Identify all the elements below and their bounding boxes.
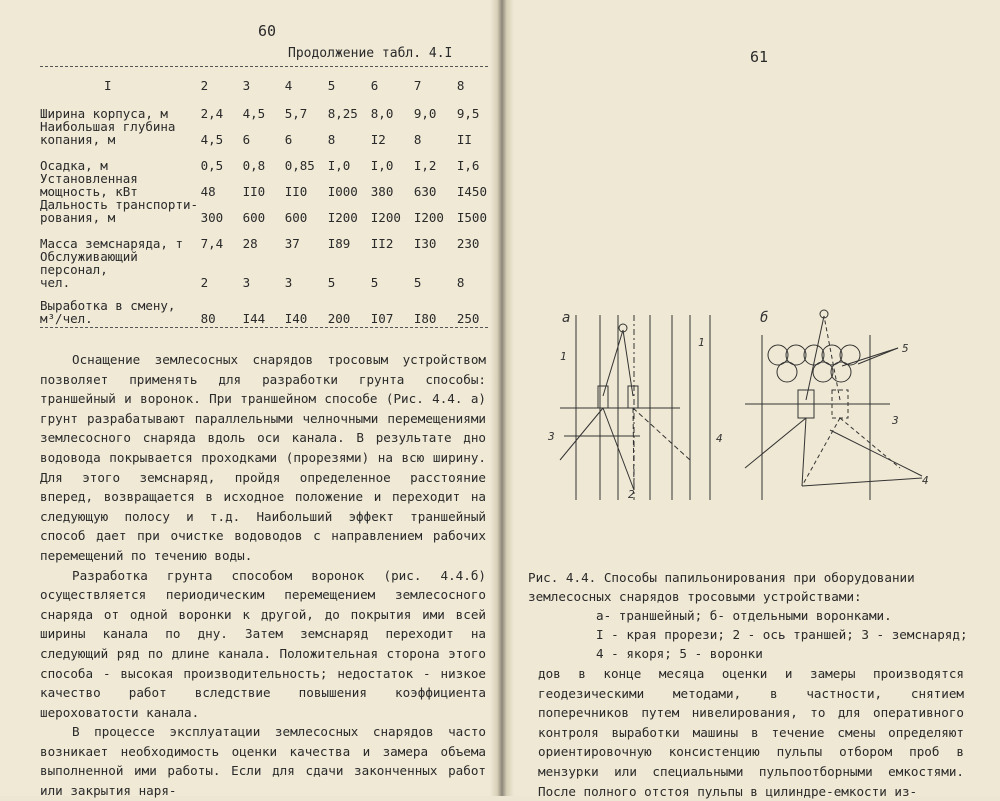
cable-line: [806, 316, 824, 400]
table-row: [40, 289, 500, 325]
figure-label-1: 1: [698, 336, 705, 349]
table-cell: II2: [370, 236, 394, 251]
figure-label-4: 4: [922, 474, 929, 487]
table-cell: I40: [284, 311, 308, 326]
figure-panel-a: [547, 310, 723, 501]
table-continuation-title: Продолжение табл. 4.I: [288, 46, 453, 61]
table-row: [40, 120, 500, 146]
table-cell: 8: [456, 275, 465, 290]
figure-4-4: [540, 300, 980, 510]
caption-line: I - края прорези; 2 - ось траншей; 3 - земснаряд;: [596, 627, 968, 642]
table-cell: 2,4: [200, 106, 224, 121]
table-cell: 0,85: [284, 158, 315, 173]
paragraph: Разработка грунта способом воронок (рис. 4.4.б) осуществляется периодическим перемещением землесосного снаряда от одной воронки к другой, до покрытия ими всей ширины канала по дну. Затем земснаряд переходит на следующий ряд по длине канала. Положительная сторона этого способа - высокая производительность; недостаток - низкое качество работ вследствие повышения коэффициента шероховатости канала.: [40, 567, 486, 720]
paragraph: Оснащение землесосных снарядов тросовым устройством позволяет применять для разработки грунта способы: траншейный и воронок. При траншейном способе (Рис. 4.4. а) грунт разрабатывают параллельными челночными перемещениями землесосного снаряда вдоль оси канала. В результате дно водовода покрывается проходками (прорезями) на всю ширину. Для этого земснаряд, пройдя определенное расстояние вперед, возвращается в исходное положение и переходит на следующую полосу и т.д. Наибольший эффект траншейный способ дает при очистке водоводов с направлением рабочих перемещений по течению воды.: [40, 352, 486, 563]
column-header: I: [104, 77, 112, 93]
table-cell: I44: [242, 311, 266, 326]
table-row: [40, 94, 500, 120]
table-cell: I,6: [456, 158, 480, 173]
body-text: [40, 350, 486, 801]
crater-circle: [831, 362, 851, 382]
figure-label-3: 3: [892, 414, 899, 427]
table-cell: 8,0: [370, 106, 394, 121]
table-cell: 300: [200, 210, 224, 225]
table-cell: 3: [284, 275, 293, 290]
figure-label-4: 4: [716, 432, 723, 445]
book-gutter: [490, 0, 514, 796]
row-label: Ширина корпуса, м: [40, 106, 168, 121]
table-row: [40, 224, 500, 250]
table-cell: I200: [327, 210, 358, 225]
figure-caption: [528, 568, 968, 663]
figure-label-2: 2: [628, 488, 635, 501]
table-cell: I500: [456, 210, 487, 225]
table-cell: I,2: [413, 158, 437, 173]
table-cell: I000: [327, 184, 358, 199]
cable-line: [824, 316, 840, 400]
table-cell: 0,5: [200, 158, 224, 173]
crater-circle: [813, 362, 833, 382]
cable-line: [603, 330, 623, 396]
paragraph: В процессе эксплуатации землесосных снарядов часто возникает необходимость оценки качества и замера объема выполненной ими работы. Если для сдачи законченных работ или закрытия наря-: [40, 724, 486, 799]
column-header: 2: [200, 77, 209, 93]
cable-line: [830, 430, 922, 476]
table-row: [40, 198, 500, 224]
column-header: 8: [456, 77, 465, 93]
row-label: Обслуживающий персонал, чел.: [40, 249, 138, 290]
column-header: 6: [370, 77, 379, 93]
figure-label-5: 5: [902, 342, 909, 355]
figure-label-3: 3: [548, 430, 555, 443]
table-row: [40, 250, 500, 289]
cable-line: [802, 478, 922, 486]
table-cell: 6: [242, 132, 251, 147]
table-cell: 5: [413, 275, 422, 290]
crater-circle: [777, 362, 797, 382]
table-cell: 8: [413, 132, 422, 147]
table-row: [40, 146, 500, 172]
table-cell: 200: [327, 311, 351, 326]
table-cell: 5,7: [284, 106, 308, 121]
table-cell: I200: [413, 210, 444, 225]
row-label: Установленная мощность, кВт: [40, 171, 138, 199]
table-cell: 3: [242, 275, 251, 290]
table-bottom-rule: [40, 327, 488, 328]
table-cell: 4,5: [200, 132, 224, 147]
row-label: Масса земснаряда, т: [40, 236, 183, 251]
row-label: Наибольшая глубина копания, м: [40, 119, 176, 147]
page-number: 61: [750, 48, 769, 66]
table-top-rule: [40, 66, 488, 67]
column-header: 3: [242, 77, 251, 93]
table-cell: 28: [242, 236, 258, 251]
caption-title: Рис. 4.4. Способы папильонирования при оборудовании землесосных снарядов тросовыми устройствами:: [528, 570, 915, 604]
table-cell: 630: [413, 184, 437, 199]
table-cell: 2: [200, 275, 209, 290]
cable-line: [745, 418, 806, 468]
column-header: 5: [327, 77, 336, 93]
body-text: [538, 664, 964, 801]
table-cell: 5: [327, 275, 336, 290]
table-cell: 4,5: [242, 106, 266, 121]
cable-line: [802, 418, 840, 486]
table-cell: 250: [456, 311, 480, 326]
page-number: 60: [258, 22, 277, 40]
table-cell: I80: [413, 311, 437, 326]
table-cell: 9,5: [456, 106, 480, 121]
left-page: [0, 0, 500, 799]
table-cell: II: [456, 132, 472, 147]
table-cell: II0: [284, 184, 308, 199]
figure-label-a: а: [562, 310, 571, 326]
table-cell: I30: [413, 236, 437, 251]
table-cell: 48: [200, 184, 216, 199]
table-cell: 6: [284, 132, 293, 147]
caption-line: 4 - якоря; 5 - воронки: [596, 646, 763, 661]
table-cell: I89: [327, 236, 351, 251]
paragraph: дов в конце месяца оценки и замеры производятся геодезическими методами, в частности, снятием поперечников путем нивелирования, то для оперативного контроля выработки машины в течение смены определяют ориентировочную консистенцию пульпы отбором проб в мензурки или специальными пульпоотборными емкостями. После полного отстоя пульпы в цилиндре-емкости из-: [538, 666, 964, 799]
table-cell: I200: [370, 210, 401, 225]
dredger-a-right: [628, 386, 638, 408]
table-header-row: [40, 76, 500, 94]
table-cell: 600: [284, 210, 308, 225]
column-header: 7: [413, 77, 422, 93]
figure-label-b: б: [760, 310, 769, 326]
data-table: [40, 76, 500, 325]
cable-line: [633, 408, 690, 460]
table-cell: 5: [370, 275, 379, 290]
table-cell: 600: [242, 210, 266, 225]
table-cell: 380: [370, 184, 394, 199]
table-cell: 80: [200, 311, 216, 326]
table-cell: II0: [242, 184, 266, 199]
cable-line: [802, 418, 806, 486]
row-label: Осадка, м: [40, 158, 108, 173]
row-label: Выработка в смену, м³/чел.: [40, 298, 176, 326]
table-row: [40, 172, 500, 198]
table-cell: 8,25: [327, 106, 358, 121]
cable-line: [633, 408, 634, 490]
table-cell: I450: [456, 184, 487, 199]
table-cell: I07: [370, 311, 394, 326]
table-cell: 0,8: [242, 158, 266, 173]
table-cell: 230: [456, 236, 480, 251]
table-cell: 9,0: [413, 106, 437, 121]
column-header: 4: [284, 77, 293, 93]
figure-panel-b: [745, 310, 929, 500]
table-cell: I,0: [327, 158, 351, 173]
cable-line: [560, 408, 603, 460]
table-cell: I,0: [370, 158, 394, 173]
caption-line: а- траншейный; б- отдельными воронками.: [596, 608, 892, 623]
table-cell: 37: [284, 236, 300, 251]
table-cell: 8: [327, 132, 336, 147]
row-label: Дальность транспорти- рования, м: [40, 197, 199, 225]
table-cell: I2: [370, 132, 386, 147]
table-cell: 7,4: [200, 236, 224, 251]
figure-label-1: 1: [560, 350, 567, 363]
